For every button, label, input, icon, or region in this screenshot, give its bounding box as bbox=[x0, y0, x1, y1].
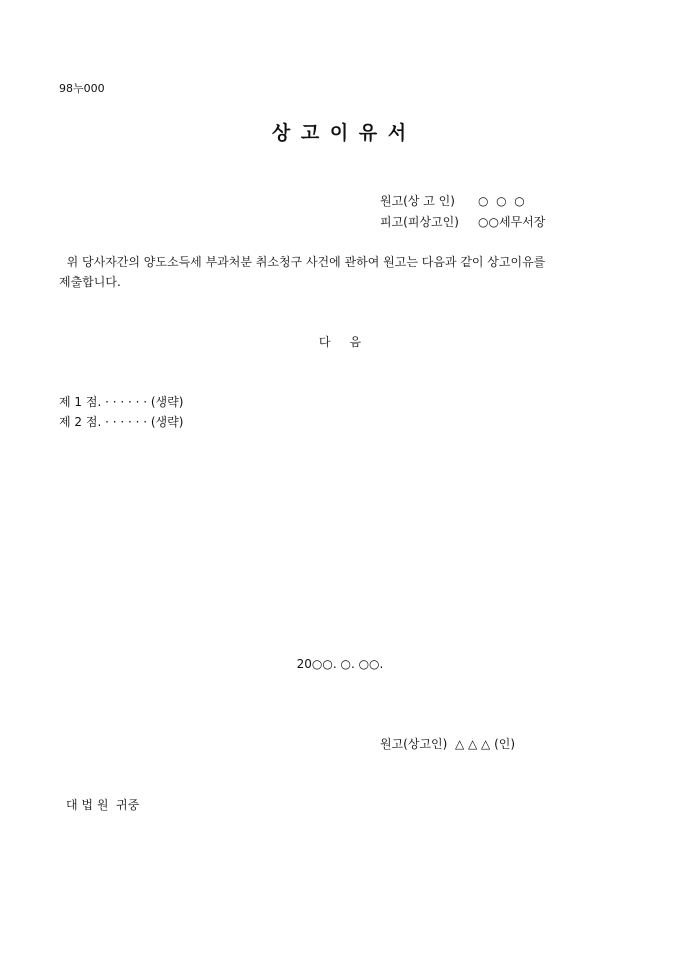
document-date: 20○○. ○. ○○. bbox=[296, 657, 384, 671]
appellee-name: ○○세무서장 bbox=[478, 215, 546, 229]
court-addressee: 대 법 원 귀중 bbox=[66, 798, 140, 812]
body-text-line-2: 제출합니다. bbox=[59, 275, 121, 289]
reason-item: 제 1 점. · · · · · · (생략) bbox=[59, 395, 184, 409]
appellant-label: 원고(상 고 인) bbox=[380, 194, 455, 208]
appellant-name: ○ ○ ○ bbox=[478, 194, 525, 208]
document-title: 상 고 이 유 서 bbox=[271, 122, 409, 144]
body-text-line-1: 위 당사자간의 양도소득세 부과처분 취소청구 사건에 관하여 원고는 다음과 같이 상고이유를 bbox=[59, 255, 546, 269]
section-heading: 다 음 bbox=[318, 335, 362, 349]
signer-line: 원고(상고인) △ △ △ (인) bbox=[380, 737, 516, 751]
case-number: 98누000 bbox=[59, 82, 105, 95]
appellee-label: 피고(피상고인) bbox=[380, 215, 459, 229]
reason-item: 제 2 점. · · · · · · (생략) bbox=[59, 415, 184, 429]
